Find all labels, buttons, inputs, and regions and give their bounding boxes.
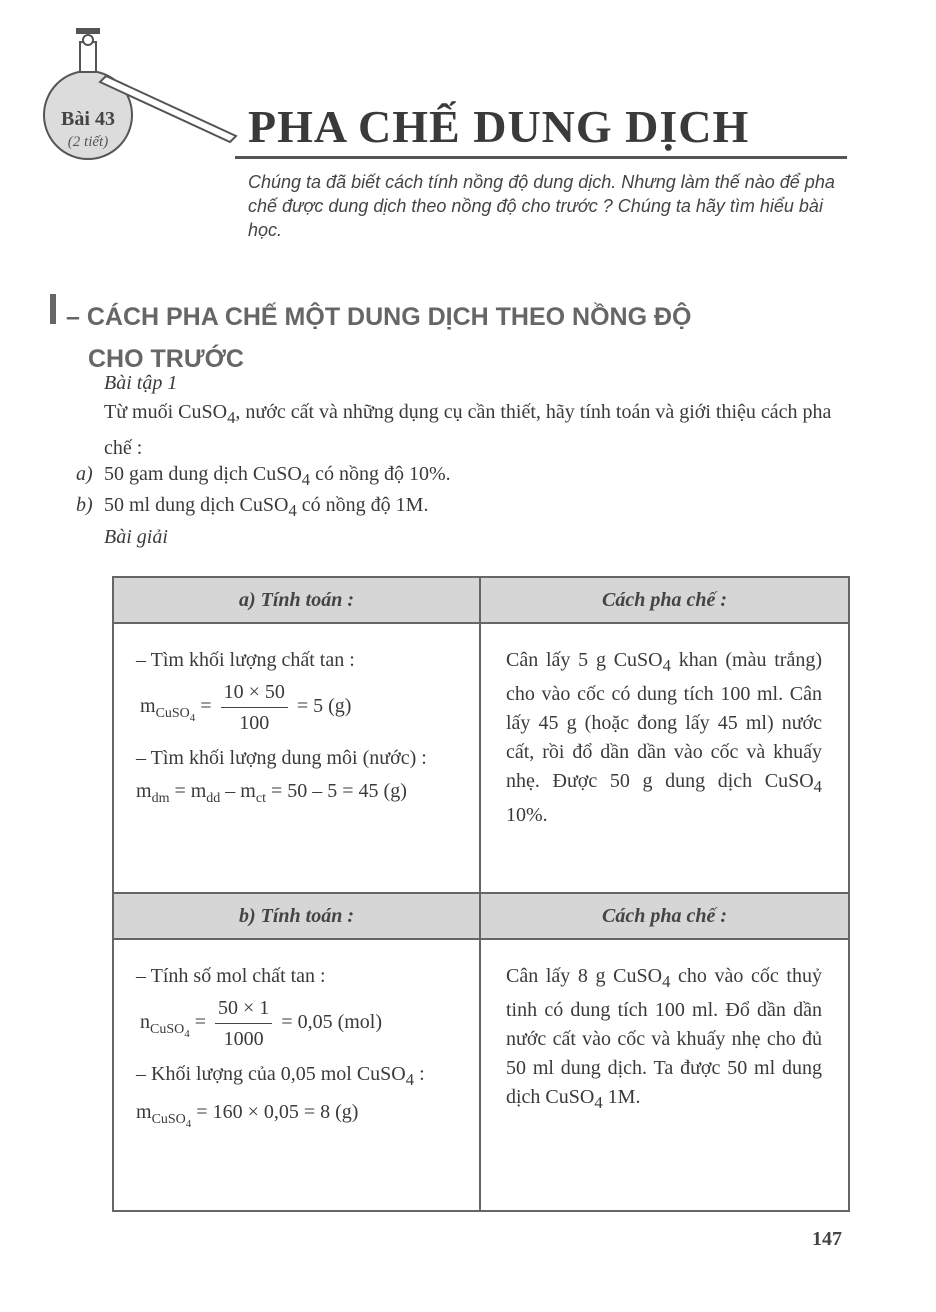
exercise-description: Từ muối CuSO$_4$, nước cất và những dụng cụ cần thiết, hãy tính toán và giới thiệu cách pha chế :: [104, 401, 832, 459]
lesson-number: Bài 43: [61, 108, 115, 130]
exercise-item-a: a) 50 gam dung dịch CuSO$_4$ có nồng độ 10%.: [76, 463, 451, 489]
intro-text: Chúng ta đã biết cách tính nồng độ dung dịch. Nhưng làm thế nào để pha chế được dung dịch theo nồng độ cho trước ? Chúng ta hãy tìm hiểu bài học.: [248, 172, 835, 240]
b-calc-eq1: $n_{CuSO_4}$ = $\frac{50 \times 1}{1000}$ = 0,05 (mol): [140, 993, 461, 1054]
a-calc-cell: [136, 646, 461, 813]
a-calc-eq1: $m_{CuSO_4}$ = $\frac{10 \times 50}{100}$ = 5 (g): [140, 677, 461, 738]
table-header-a-method: Cách pha chế :: [481, 578, 848, 622]
table-column-divider: [479, 576, 481, 1212]
solution-label: Bài giải: [104, 526, 168, 548]
b-calc-step2: – Khối lượng của 0,05 mol CuSO$_4$ :: [136, 1063, 425, 1089]
b-calc-eq3: $m_{CuSO_4} = 160 \times 0,05 = 8$ (g): [136, 1101, 359, 1130]
table-divider: [112, 622, 850, 624]
table-header-a-calc: a) Tính toán :: [114, 578, 479, 622]
section-numeral-bar: [50, 294, 56, 324]
table-divider: [112, 938, 850, 940]
lesson-duration: (2 tiết): [67, 134, 109, 150]
table-header-b-calc: b) Tính toán :: [114, 894, 479, 938]
b-method-cell: Cân lấy 8 g CuSO$_4$ cho vào cốc thuỷ tinh có dung tích 100 ml. Đổ dần dần nước cất vào cốc và khuấy nhẹ cho đủ 50 ml dung dịch. Ta được 50 ml dung dịch CuSO$_4$ 1M.: [506, 965, 822, 1112]
a-calc-eq3: $m_{dm} = m_{dd} - m_{ct} = 50 - 5 = 45$ (g): [136, 780, 407, 806]
b-calc-step1: – Tính số mol chất tan :: [136, 965, 326, 987]
a-calc-step1: – Tìm khối lượng chất tan :: [136, 649, 355, 671]
b-calc-cell: [136, 962, 461, 1139]
section-heading-line2: CHO TRƯỚC: [88, 345, 244, 373]
a-method-cell: Cân lấy 5 g CuSO$_4$ khan (màu trắng) cho vào cốc có dung tích 100 ml. Cân lấy 45 g (hoặc đong lấy 45 ml) nước cất, rồi đổ dần dần vào cốc và khuấy nhẹ. Được 50 g dung dịch CuSO$_4$ 10%.: [506, 649, 822, 826]
exercise-item-b: b) 50 ml dung dịch CuSO$_4$ có nồng độ 1M.: [76, 494, 429, 520]
title-underline: [235, 156, 847, 159]
table-header-b-method: Cách pha chế :: [481, 894, 848, 938]
section-heading-line1: – CÁCH PHA CHẾ MỘT DUNG DỊCH THEO NỒNG ĐỘ: [66, 303, 692, 331]
a-calc-step2: – Tìm khối lượng dung môi (nước) :: [136, 747, 427, 769]
exercise-title: Bài tập 1: [104, 372, 178, 394]
page-number: 147: [812, 1228, 842, 1250]
page-title: PHA CHẾ DUNG DỊCH: [248, 101, 750, 152]
